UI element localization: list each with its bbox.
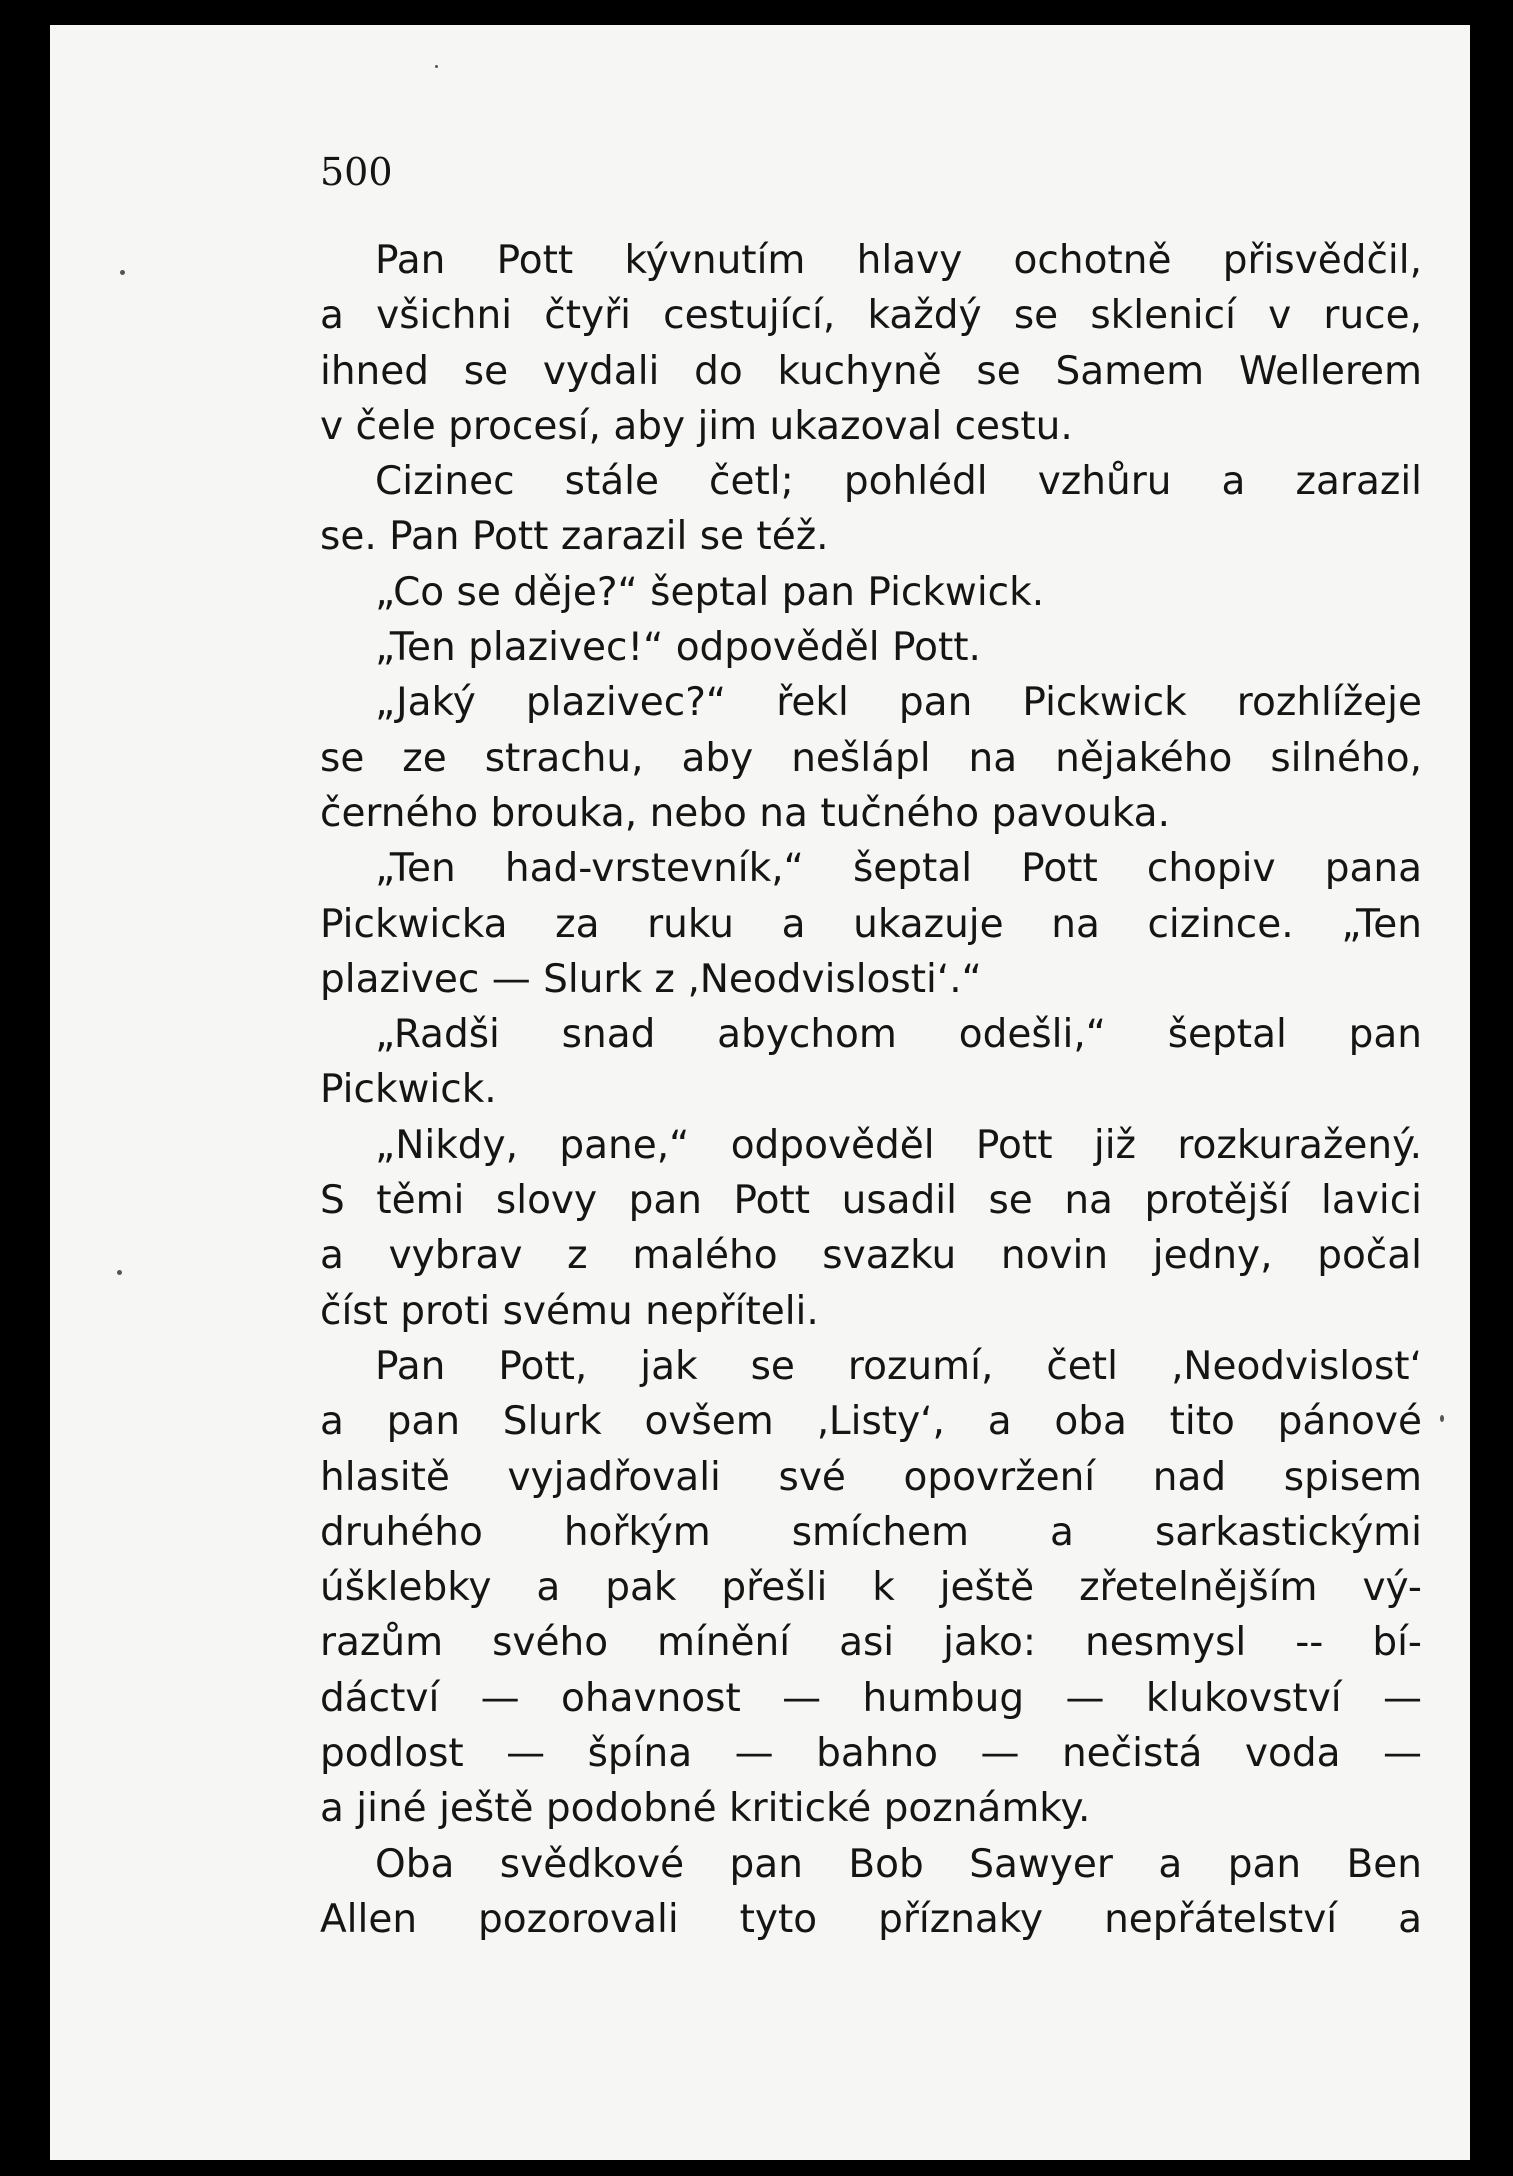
text-line: hlasitě vyjadřovali své opovržení nad spisem (320, 1454, 1422, 1500)
paper-speck (120, 270, 125, 275)
body-text (320, 233, 1422, 1947)
text-line: Pan Pott kývnutím hlavy ochotně přisvědčil, (375, 238, 1422, 283)
text-line: Allen pozorovali tyto příznaky nepřátelství a (320, 1896, 1422, 1942)
book-page (50, 25, 1470, 2160)
text-line: a jiné ještě podobné kritické poznámky. (320, 1786, 1091, 1832)
text-line: ihned se vydali do kuchyně se Samem Wellerem (320, 348, 1422, 394)
text-line: se. Pan Pott zarazil se též. (320, 514, 829, 560)
text-line: Oba svědkové pan Bob Sawyer a pan Ben (375, 1841, 1422, 1887)
text-line: Pickwicka za ruku a ukazuje na cizince. „Ten (320, 901, 1422, 947)
text-line: černého brouka, nebo na tučného pavouka. (320, 790, 1170, 836)
text-line: a všichni čtyři cestující, každý se sklenicí v ruce, (320, 293, 1422, 339)
text-line: a pan Slurk ovšem ‚Listy‘, a oba tito pánové (320, 1399, 1422, 1445)
text-line: „Radši snad abychom odešli,“ šeptal pan (375, 1012, 1422, 1058)
text-line: Cizinec stále četl; pohlédl vzhůru a zarazil (375, 459, 1422, 505)
text-line: podlost — špína — bahno — nečistá voda — (320, 1731, 1422, 1777)
text-line: S těmi slovy pan Pott usadil se na protější lavici (320, 1178, 1422, 1224)
text-line: a vybrav z malého svazku novin jedny, počal (320, 1233, 1422, 1279)
text-line: Pan Pott, jak se rozumí, četl ‚Neodvislost‘ (375, 1343, 1422, 1389)
paper-speck (117, 1270, 122, 1275)
text-line: dáctví — ohavnost — humbug — klukovství — (320, 1675, 1422, 1721)
text-line: úšklebky a pak přešli k ještě zřetelnějším vý- (320, 1565, 1422, 1611)
text-line: plazivec — Slurk z ‚Neodvislosti‘.“ (320, 956, 982, 1002)
text-line: v čele procesí, aby jim ukazoval cestu. (320, 403, 1073, 449)
text-line: razům svého mínění asi jako: nesmysl -- bí- (320, 1620, 1422, 1666)
paper-speck (1440, 1415, 1444, 1422)
paper-speck (435, 65, 438, 68)
text-line: „Nikdy, pane,“ odpověděl Pott již rozkuražený. (375, 1122, 1422, 1168)
text-line: „Co se děje?“ šeptal pan Pickwick. (375, 569, 1045, 615)
text-line: se ze strachu, aby nešlápl na nějakého silného, (320, 735, 1422, 781)
text-line: Pickwick. (320, 1067, 497, 1113)
text-line: číst proti svému nepříteli. (320, 1288, 819, 1334)
text-line: druhého hořkým smíchem a sarkastickými (320, 1509, 1422, 1555)
text-line: „Ten plazivec!“ odpověděl Pott. (375, 625, 981, 671)
text-line: „Ten had-vrstevník,“ šeptal Pott chopiv pana (375, 846, 1422, 892)
text-line: „Jaký plazivec?“ řekl pan Pickwick rozhlížeje (375, 680, 1422, 726)
page-number: 500 (320, 150, 393, 194)
